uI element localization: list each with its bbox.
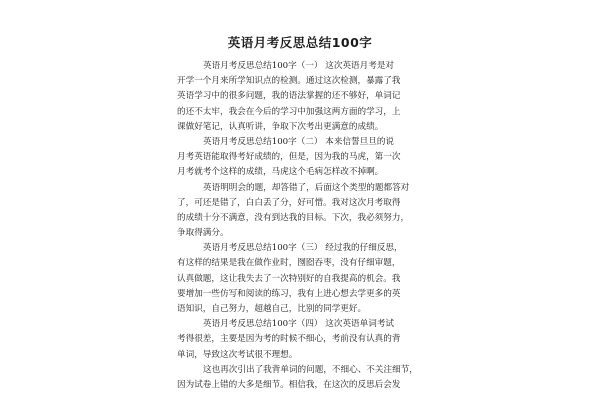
body-text-line: 英语月考反思总结100字（一） 这次英语月考是对 [203, 61, 395, 71]
body-text-line: 争取得满分。 [177, 228, 229, 239]
body-text-line: 英语学习中的很多问题，我的语法掌握的还不够好，单词记 [177, 91, 401, 102]
body-text-line: 单词，导致这次考试很不理想。 [177, 349, 298, 360]
body-text-line: 因为试卷上错的大多是细节。相信我，在这次的反思后会发 [177, 379, 401, 390]
body-text-line: 的还不太牢，我会在今后的学习中加强这两方面的学习，上 [177, 106, 401, 117]
body-text-line: 月考就考个这样的成绩，马虎这个毛病怎样改不掉啊。 [177, 167, 384, 178]
body-text-line: 英语月考反思总结100字（三） 经过我的仔细反思， [203, 243, 403, 254]
body-text-line: 英语月考反思总结100字（四） 这次英语单词考试 [203, 319, 395, 330]
body-text-line: 考得很差，主要是因为考的时候不细心，考前没有认真的背 [177, 334, 401, 345]
body-text-line: 的成绩十分不满意，没有到达我的目标。下次，我必须努力， [177, 212, 410, 223]
body-text-line: 认真做题，这让我失去了一次特别好的自我提高的机会。我 [177, 273, 401, 284]
body-text-line: 语知识，自己努力，超越自己，比别的同学更好。 [177, 304, 367, 314]
document-body [177, 59, 423, 393]
body-text-line: 这也再次引出了我背单词的问题，不细心、不关注细节， [203, 364, 418, 375]
body-text-line: 了，可还是错了，白白丢了分，好可惜。我对这次月考取得 [177, 197, 401, 208]
body-text-line: 课做好笔记，认真听讲，争取下次考出更满意的成绩。 [177, 121, 384, 132]
document-title: 英语月考反思总结100字 [227, 35, 373, 50]
body-text-line: 月考英语能取得考好成绩的，但是，因为我的马虎，第一次 [177, 152, 401, 163]
body-text-line: 英语明明会的题，却答错了，后面这个类型的题都答对 [203, 182, 410, 193]
body-text-line: 英语月考反思总结100字（二） 本来信誓旦旦的说 [203, 136, 395, 147]
body-text-line: 开学一个月来所学知识点的检测。通过这次检测，暴露了我 [177, 76, 401, 87]
body-text-line: 要增加一些仿写和阅读的练习，我有上进心想去学更多的英 [177, 288, 401, 299]
body-text-line: 有这样的结果是我在做作业时，囫囵吞枣，没有仔细审题， [177, 258, 401, 269]
